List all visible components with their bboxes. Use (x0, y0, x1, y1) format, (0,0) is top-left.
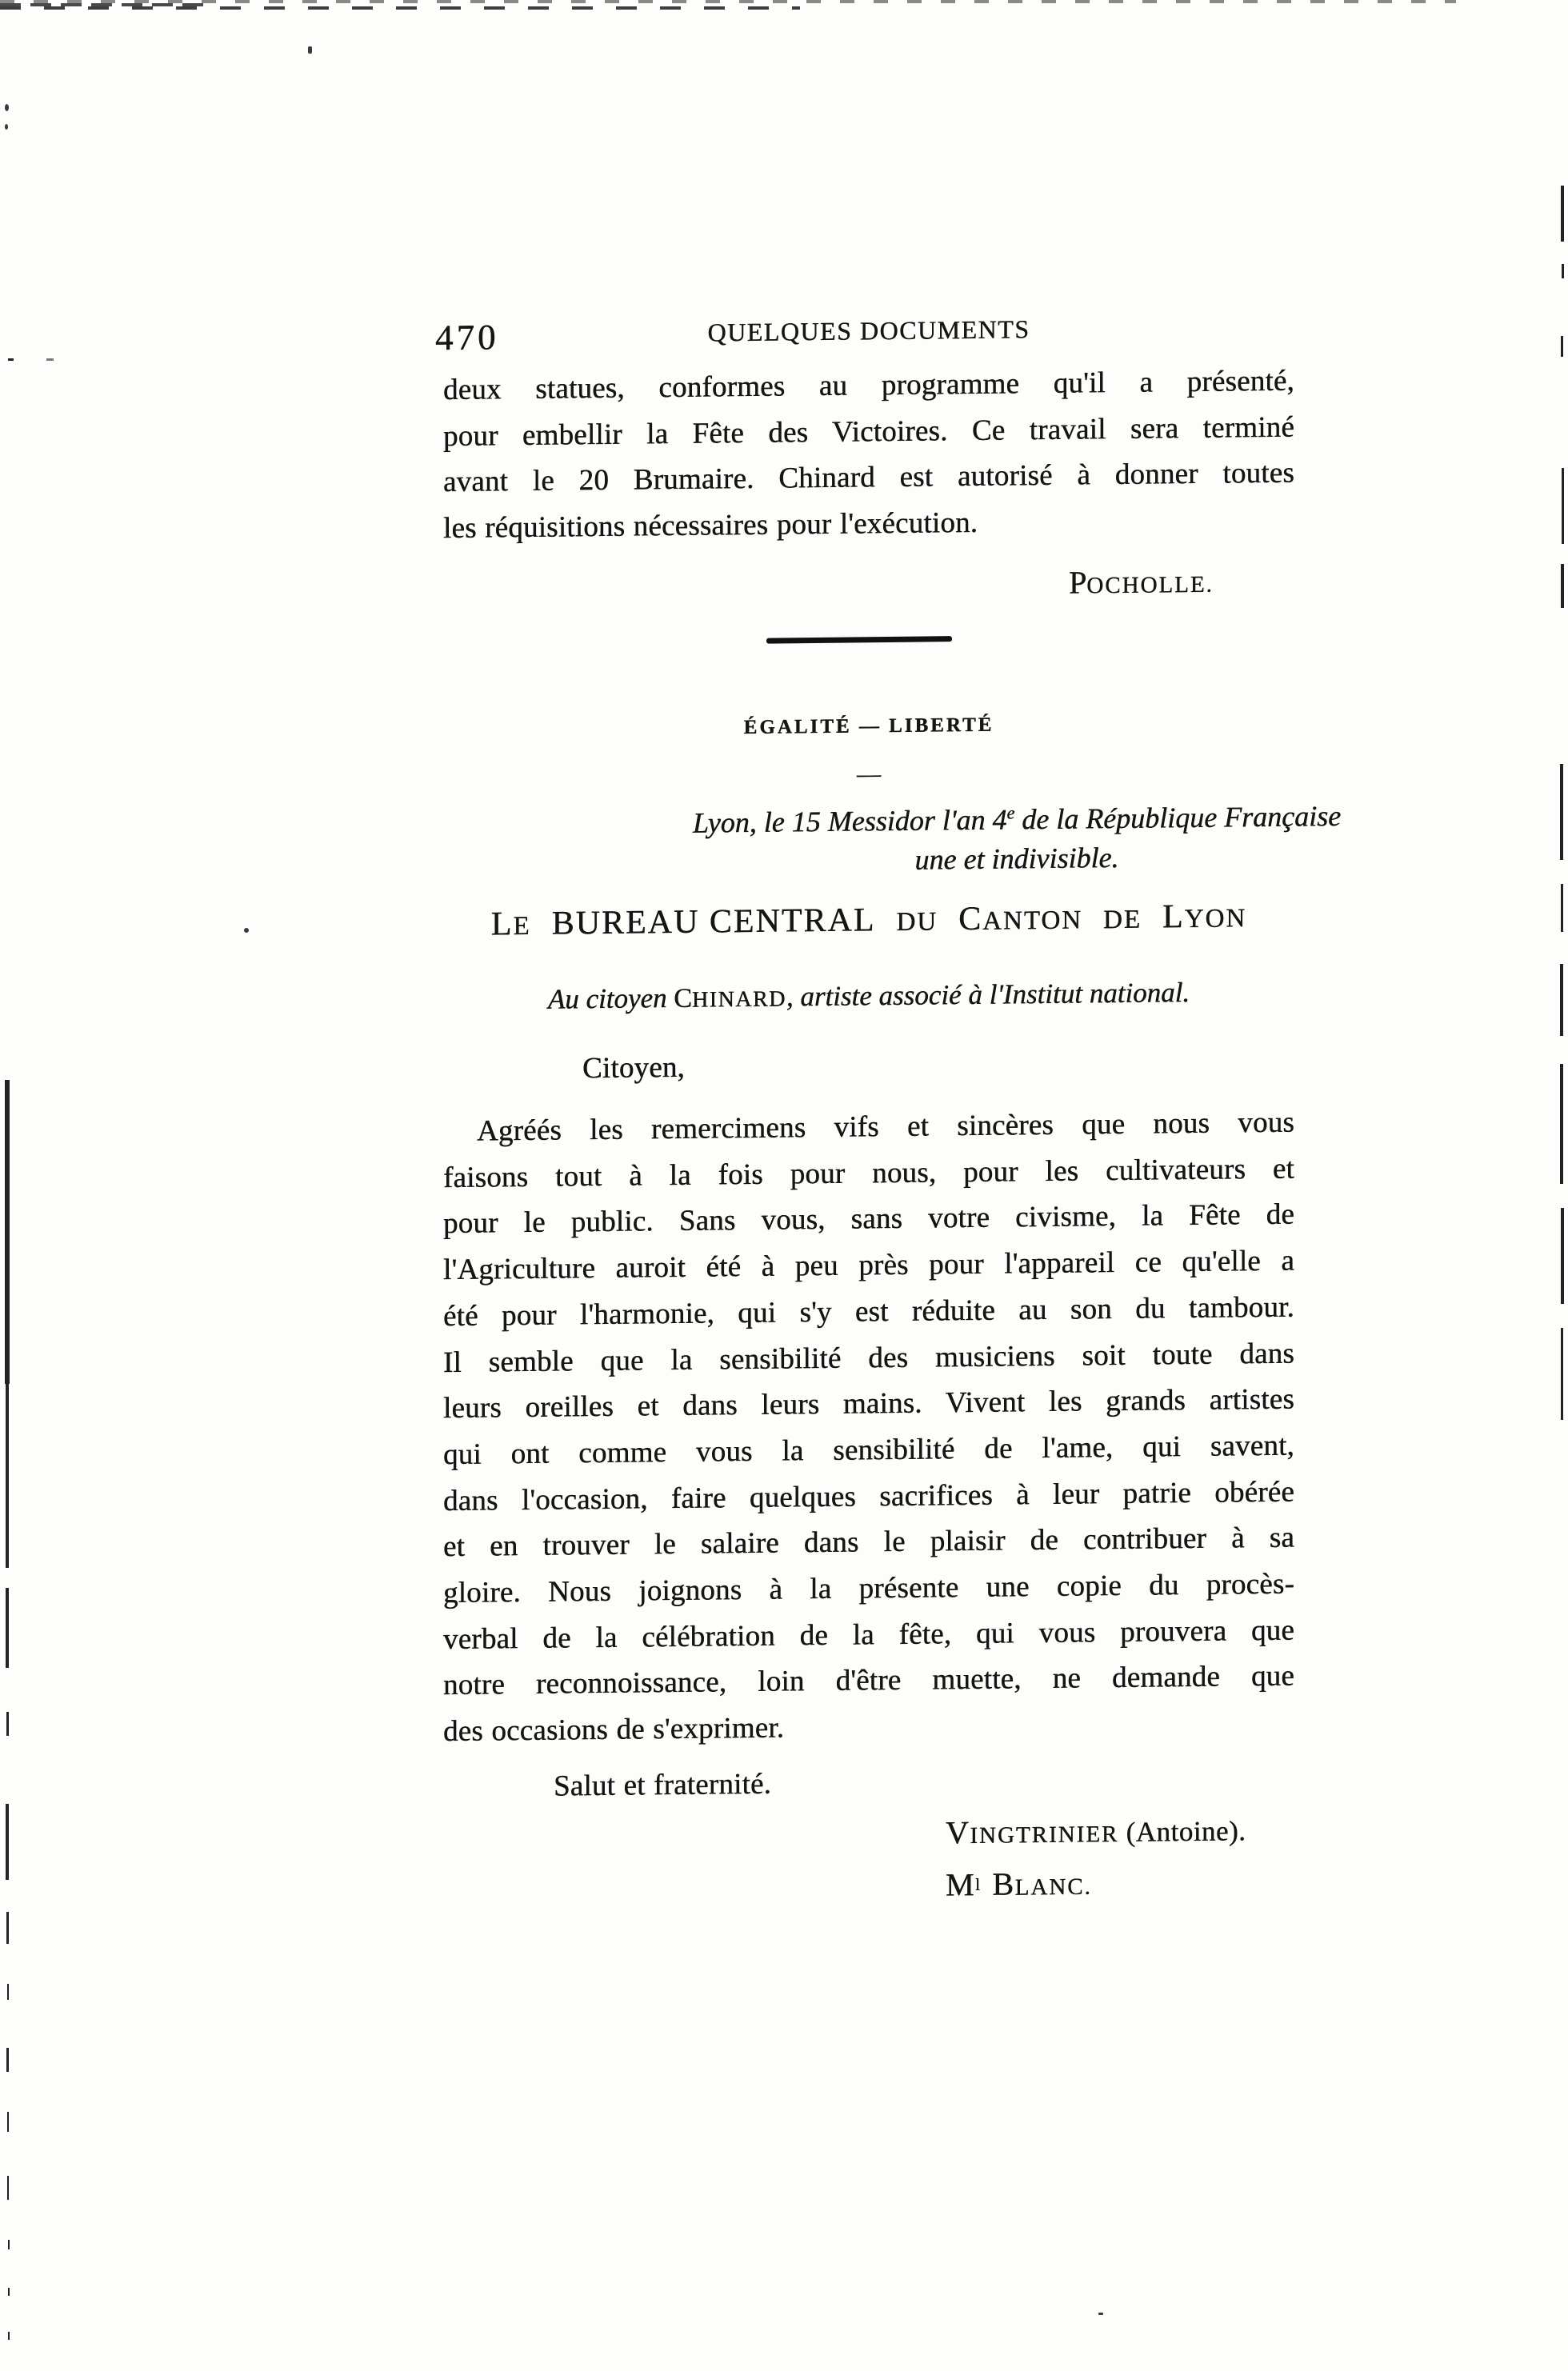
left-edge-scan-line (6, 2048, 9, 2072)
scan-speck (244, 928, 249, 933)
left-edge-scan-line (7, 1984, 9, 2000)
motto-divider-dash: — (857, 761, 881, 788)
left-edge-scan-line (6, 1588, 9, 1668)
heading-word: DE (1103, 905, 1142, 935)
body-line: dans l'occasion, faire quelques sacrifices à leur patrie obérée (443, 1475, 1294, 1517)
section-divider-rule (766, 636, 952, 644)
body-line: Il semble que la sensibilité des musiciens soit toute dans (443, 1337, 1294, 1379)
document-paragraph (443, 358, 1294, 551)
body-line: et en trouver le salaire dans le plaisir de contribuer à sa (443, 1521, 1294, 1564)
addressee-name: HINARD (691, 986, 786, 1013)
scan-speck (5, 124, 8, 130)
left-edge-scan-line (6, 1384, 9, 1568)
right-edge-scan-line (1562, 264, 1564, 278)
signature-pocholle (1069, 559, 1389, 610)
letter-addressee (443, 972, 1294, 1022)
left-edge-scan-line (7, 2176, 9, 2200)
body-line: pour le public. Sans vous, sans votre civisme, la Fête de (443, 1197, 1294, 1241)
signature-block (946, 1806, 1294, 1914)
letter-sender-heading (443, 893, 1294, 954)
letter-salutation: Citoyen, (582, 1050, 686, 1086)
body-line: qui ont comme vous la sensibilité de l'ame, qui savent, (443, 1429, 1294, 1471)
body-line: notre reconnoissance, loin d'être muette, ne demande que (443, 1659, 1294, 1702)
scan-speck (8, 358, 14, 361)
left-edge-scan-line (7, 2112, 9, 2132)
running-header-title: QUELQUES DOCUMENTS (707, 314, 1030, 347)
left-edge-scan-line (8, 2240, 10, 2249)
right-edge-scan-line (1560, 964, 1563, 1036)
page-number: 470 (435, 317, 499, 358)
letter-closing: Salut et fraternité. (554, 1767, 772, 1803)
body-line: gloire. Nous joignons à la présente une copie du procès- (443, 1567, 1294, 1610)
heading-word: BUREAU CENTRAL (551, 902, 876, 942)
body-line: faisons tout à la fois pour nous, pour les cultivateurs et (443, 1152, 1294, 1194)
body-line: été pour l'harmonie, qui s'y est réduite au son du tambour. (443, 1290, 1294, 1333)
left-edge-scan-line (8, 2332, 10, 2340)
letter-body (443, 1099, 1294, 1754)
heading-word: LE (490, 906, 531, 943)
dateline-text: de la République Française (1014, 799, 1342, 836)
heading-word: CANTON (958, 900, 1083, 938)
right-edge-scan-line (1560, 1064, 1563, 1184)
letter-dateline (443, 788, 1442, 885)
dateline-line2: une et indivisible. (914, 841, 1119, 876)
body-line: des occasions de s'exprimer. (443, 1711, 785, 1749)
paragraph-line: avant le 20 Brumaire. Chinard est autorisé à donner toutes (443, 456, 1294, 499)
scan-speck (5, 104, 9, 111)
right-edge-scan-line (1561, 1328, 1563, 1420)
scan-speck (308, 46, 312, 54)
addressee-name-initial: C (674, 983, 692, 1014)
heading-word: DU (896, 907, 938, 937)
left-edge-scan-line (6, 1804, 9, 1880)
right-edge-scan-line (1561, 186, 1564, 242)
right-edge-scan-line (1561, 884, 1563, 932)
text-column (435, 0, 1342, 2371)
paragraph-line: les réquisitions nécessaires pour l'exécution. (443, 506, 978, 546)
right-edge-scan-line (1562, 468, 1564, 544)
body-line: l'Agriculture auroit été à peu près pour l'appareil ce qu'elle a (443, 1244, 1294, 1287)
body-line: leurs oreilles et dans leurs mains. Vivent les grands artistes (443, 1382, 1294, 1425)
body-line: Agréés les remercimens vifs et sincères que nous vous (477, 1106, 1294, 1148)
paragraph-line: deux statues, conformes au programme qu'il a présenté, (443, 364, 1294, 406)
addressee-text: , artiste associé à l'Institut national. (786, 976, 1190, 1013)
dateline-line1 (591, 788, 1442, 844)
signature-vingtrinier: VINGTRINIER (Antoine). (946, 1813, 1246, 1851)
signature-initial: P (1069, 564, 1087, 601)
right-edge-scan-line (1560, 764, 1563, 860)
paragraph-line: pour embellir la Fête des Victoires. Ce travail sera terminé (443, 410, 1294, 453)
signature-m-blanc: $M^l$ BLANC. (946, 1865, 1092, 1903)
right-edge-scan-line (1561, 336, 1563, 357)
addressee-text: Au citoyen (547, 982, 674, 1015)
dateline-text: Lyon, le 15 Messidor l'an 4 (692, 803, 1007, 839)
left-edge-scan-line (6, 1712, 9, 1736)
left-edge-scan-line (8, 2288, 10, 2296)
right-edge-scan-line (1561, 564, 1564, 608)
dateline-superscript: e (1006, 802, 1015, 823)
right-edge-scan-line (1561, 1208, 1564, 1304)
heading-word: LYON (1162, 898, 1247, 936)
left-edge-scan-line (6, 1912, 9, 1944)
signature-rest: OCHOLLE. (1086, 571, 1214, 599)
body-line: verbal de la célébration de la fête, qui vous prouvera que (443, 1613, 1294, 1656)
letter-motto: ÉGALITÉ — LIBERTÉ (743, 714, 994, 738)
scan-speck (46, 358, 54, 361)
left-edge-scan-line (5, 1080, 10, 1384)
